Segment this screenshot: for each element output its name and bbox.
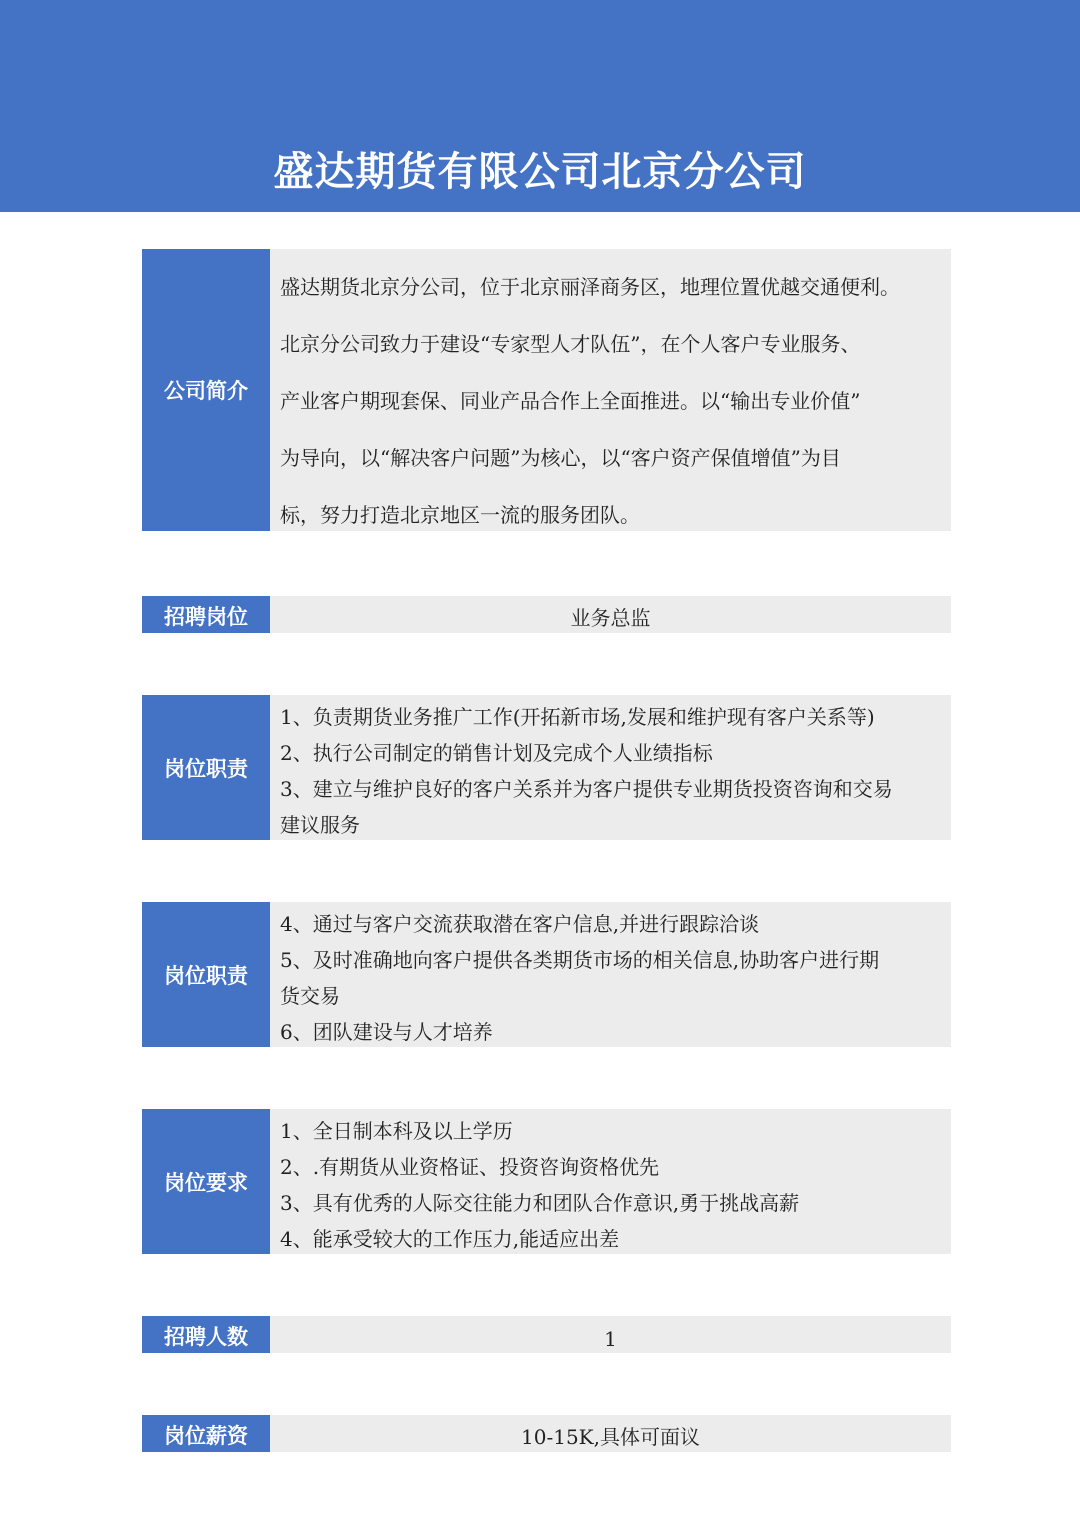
duties-row-1 xyxy=(142,695,951,840)
headcount-row xyxy=(142,1316,951,1353)
intro-line: 标，努力打造北京地区一流的服务团队。 xyxy=(280,503,640,527)
position-row xyxy=(142,596,951,633)
headcount-value: 1 xyxy=(270,1316,951,1353)
salary-row xyxy=(142,1415,951,1452)
duty-item: 建议服务 xyxy=(280,813,360,837)
duty-item: 4、通过与客户交流获取潜在客户信息,并进行跟踪洽谈 xyxy=(280,912,760,936)
company-intro-text xyxy=(270,249,951,531)
duty-item: 5、及时准确地向客户提供各类期货市场的相关信息,协助客户进行期 xyxy=(280,948,880,972)
duties-list-2 xyxy=(270,902,951,1047)
requirement-item: 3、具有优秀的人际交往能力和团队合作意识,勇于挑战高薪 xyxy=(280,1191,800,1215)
salary-label: 岗位薪资 xyxy=(142,1415,270,1452)
intro-line: 北京分公司致力于建设“专家型人才队伍”，在个人客户专业服务、 xyxy=(280,332,861,356)
requirements-list xyxy=(270,1109,951,1254)
duty-item: 1、负责期货业务推广工作(开拓新市场,发展和维护现有客户关系等) xyxy=(280,705,875,729)
duty-item: 3、建立与维护良好的客户关系并为客户提供专业期货投资咨询和交易 xyxy=(280,777,893,801)
header-banner xyxy=(0,0,1080,212)
company-intro-label: 公司简介 xyxy=(142,249,270,531)
requirement-item: 2、.有期货从业资格证、投资咨询资格优先 xyxy=(280,1155,660,1179)
intro-line: 产业客户期现套保、同业产品合作上全面推进。以“输出专业价值” xyxy=(280,389,861,413)
position-value: 业务总监 xyxy=(270,596,951,633)
duties-row-2 xyxy=(142,902,951,1047)
requirement-item: 4、能承受较大的工作压力,能适应出差 xyxy=(280,1227,620,1251)
duty-item: 货交易 xyxy=(280,984,340,1008)
page-title: 盛达期货有限公司北京分公司 xyxy=(273,148,807,195)
requirements-label: 岗位要求 xyxy=(142,1109,270,1254)
intro-line: 盛达期货北京分公司，位于北京丽泽商务区，地理位置优越交通便利。 xyxy=(280,275,900,299)
requirements-row xyxy=(142,1109,951,1254)
company-intro-row xyxy=(142,249,951,531)
duty-item: 2、执行公司制定的销售计划及完成个人业绩指标 xyxy=(280,741,713,765)
headcount-label: 招聘人数 xyxy=(142,1316,270,1353)
salary-value: 10-15K,具体可面议 xyxy=(270,1415,951,1452)
duty-item: 6、团队建设与人才培养 xyxy=(280,1020,493,1044)
duties-list-1 xyxy=(270,695,951,840)
position-label: 招聘岗位 xyxy=(142,596,270,633)
requirement-item: 1、全日制本科及以上学历 xyxy=(280,1119,513,1143)
duties-label-2: 岗位职责 xyxy=(142,902,270,1047)
intro-line: 为导向，以“解决客户问题”为核心，以“客户资产保值增值”为目 xyxy=(280,446,841,470)
duties-label-1: 岗位职责 xyxy=(142,695,270,840)
